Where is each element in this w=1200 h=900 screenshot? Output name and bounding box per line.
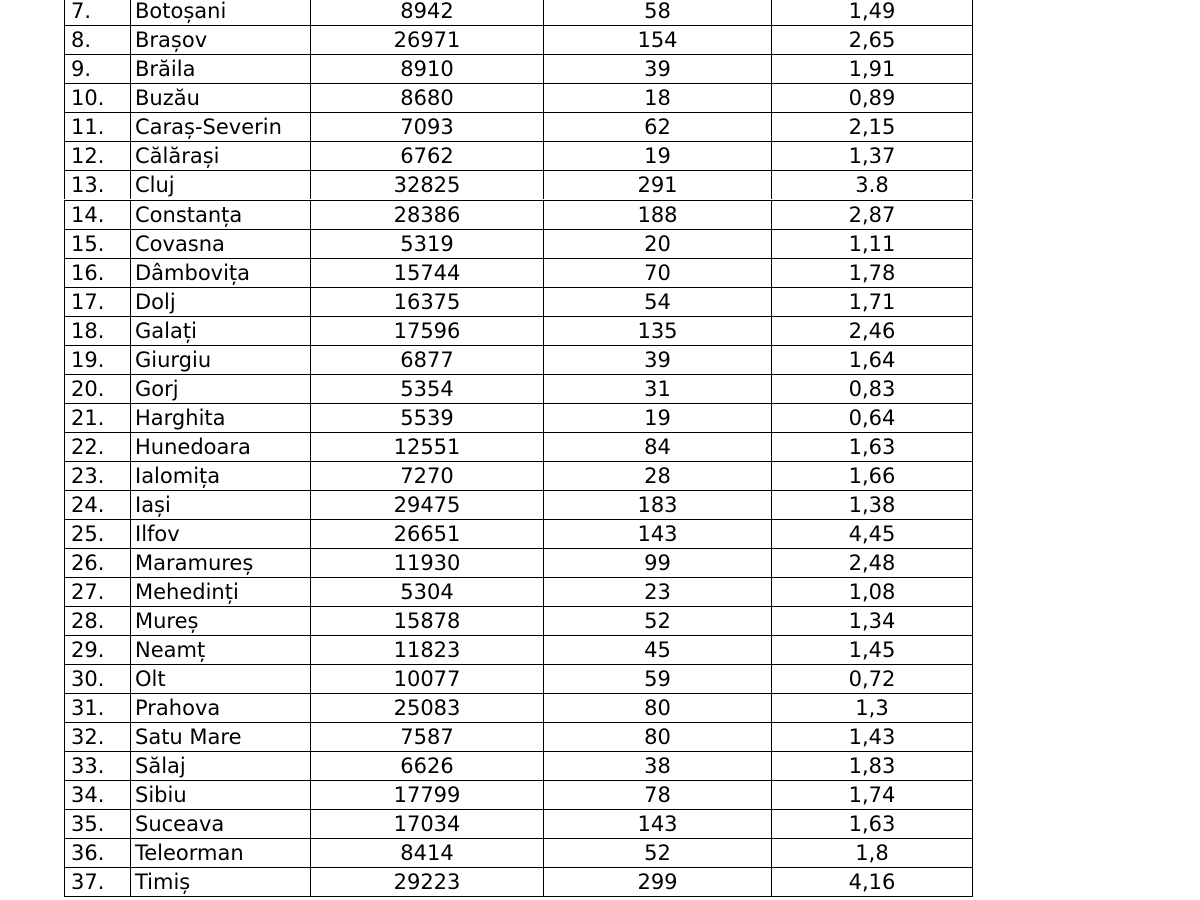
county-name: Sălaj xyxy=(131,752,311,781)
value-col-5: 4,45 xyxy=(772,520,973,549)
row-number: 35. xyxy=(65,810,131,839)
value-col-5: 0,72 xyxy=(772,665,973,694)
county-name: Teleorman xyxy=(131,839,311,868)
table-row xyxy=(65,839,973,868)
value-col-3: 17799 xyxy=(311,781,544,810)
county-name: Mureș xyxy=(131,607,311,636)
county-name: Maramureș xyxy=(131,549,311,578)
table-row xyxy=(65,84,973,113)
value-col-5: 2,87 xyxy=(772,201,973,230)
value-col-5: 2,48 xyxy=(772,549,973,578)
row-number: 10. xyxy=(65,84,131,113)
row-number: 9. xyxy=(65,55,131,84)
value-col-5: 1,45 xyxy=(772,636,973,665)
value-col-3: 7093 xyxy=(311,113,544,142)
value-col-4: 299 xyxy=(544,868,772,897)
value-col-3: 17034 xyxy=(311,810,544,839)
value-col-4: 291 xyxy=(544,171,772,200)
value-col-3: 29475 xyxy=(311,491,544,520)
county-name: Cluj xyxy=(131,171,311,200)
value-col-4: 80 xyxy=(544,723,772,752)
value-col-5: 4,16 xyxy=(772,868,973,897)
row-number: 11. xyxy=(65,113,131,142)
county-name: Caraș-Severin xyxy=(131,113,311,142)
value-col-4: 78 xyxy=(544,781,772,810)
county-name: Iași xyxy=(131,491,311,520)
value-col-5: 1,11 xyxy=(772,230,973,259)
table-row xyxy=(65,491,973,520)
table-row xyxy=(65,113,973,142)
row-number: 12. xyxy=(65,142,131,171)
value-col-5: 1,71 xyxy=(772,288,973,317)
value-col-4: 52 xyxy=(544,839,772,868)
county-name: Mehedinți xyxy=(131,578,311,607)
county-name: Timiș xyxy=(131,868,311,897)
value-col-3: 10077 xyxy=(311,665,544,694)
county-name: Constanța xyxy=(131,201,311,230)
row-number: 24. xyxy=(65,491,131,520)
value-col-4: 59 xyxy=(544,665,772,694)
row-number: 34. xyxy=(65,781,131,810)
table-row xyxy=(65,752,973,781)
table-row xyxy=(65,810,973,839)
value-col-4: 62 xyxy=(544,113,772,142)
table-row xyxy=(65,636,973,665)
value-col-5: 2,65 xyxy=(772,26,973,55)
value-col-5: 1,49 xyxy=(772,0,973,26)
value-col-5: 1,37 xyxy=(772,142,973,171)
value-col-4: 143 xyxy=(544,520,772,549)
value-col-5: 2,46 xyxy=(772,317,973,346)
county-name: Satu Mare xyxy=(131,723,311,752)
value-col-3: 26651 xyxy=(311,520,544,549)
value-col-4: 19 xyxy=(544,404,772,433)
value-col-4: 20 xyxy=(544,230,772,259)
table-row xyxy=(65,607,973,636)
county-table-bottom xyxy=(64,200,973,897)
table-row xyxy=(65,404,973,433)
value-col-5: 0,64 xyxy=(772,404,973,433)
county-name: Călărași xyxy=(131,142,311,171)
value-col-3: 5539 xyxy=(311,404,544,433)
county-name: Sibiu xyxy=(131,781,311,810)
county-name: Covasna xyxy=(131,230,311,259)
county-name: Brăila xyxy=(131,55,311,84)
county-name: Harghita xyxy=(131,404,311,433)
value-col-5: 1,63 xyxy=(772,810,973,839)
table-row xyxy=(65,868,973,897)
value-col-3: 15744 xyxy=(311,259,544,288)
value-col-5: 1,83 xyxy=(772,752,973,781)
value-col-4: 143 xyxy=(544,810,772,839)
county-table-top xyxy=(64,0,973,199)
value-col-3: 17596 xyxy=(311,317,544,346)
row-number: 36. xyxy=(65,839,131,868)
table-row xyxy=(65,723,973,752)
table-row xyxy=(65,230,973,259)
county-name: Giurgiu xyxy=(131,346,311,375)
county-name: Buzău xyxy=(131,84,311,113)
value-col-5: 1,63 xyxy=(772,433,973,462)
row-number: 22. xyxy=(65,433,131,462)
value-col-4: 154 xyxy=(544,26,772,55)
table-row xyxy=(65,462,973,491)
county-name: Ilfov xyxy=(131,520,311,549)
value-col-4: 38 xyxy=(544,752,772,781)
row-number: 27. xyxy=(65,578,131,607)
value-col-3: 5354 xyxy=(311,375,544,404)
value-col-4: 84 xyxy=(544,433,772,462)
county-name: Ialomița xyxy=(131,462,311,491)
value-col-5: 1,34 xyxy=(772,607,973,636)
value-col-4: 18 xyxy=(544,84,772,113)
table-row xyxy=(65,781,973,810)
value-col-5: 0,83 xyxy=(772,375,973,404)
value-col-5: 0,89 xyxy=(772,84,973,113)
row-number: 25. xyxy=(65,520,131,549)
table-row xyxy=(65,549,973,578)
value-col-5: 1,8 xyxy=(772,839,973,868)
value-col-4: 28 xyxy=(544,462,772,491)
value-col-4: 39 xyxy=(544,346,772,375)
value-col-3: 5319 xyxy=(311,230,544,259)
table-row xyxy=(65,142,973,171)
value-col-5: 1,74 xyxy=(772,781,973,810)
county-name: Gorj xyxy=(131,375,311,404)
table-row xyxy=(65,171,973,200)
county-name: Dolj xyxy=(131,288,311,317)
value-col-5: 1,64 xyxy=(772,346,973,375)
row-number: 31. xyxy=(65,694,131,723)
value-col-3: 8680 xyxy=(311,84,544,113)
county-name: Neamț xyxy=(131,636,311,665)
row-number: 14. xyxy=(65,201,131,230)
row-number: 19. xyxy=(65,346,131,375)
value-col-4: 188 xyxy=(544,201,772,230)
row-number: 33. xyxy=(65,752,131,781)
value-col-3: 16375 xyxy=(311,288,544,317)
county-name: Hunedoara xyxy=(131,433,311,462)
value-col-3: 26971 xyxy=(311,26,544,55)
value-col-4: 99 xyxy=(544,549,772,578)
county-name: Olt xyxy=(131,665,311,694)
value-col-3: 6762 xyxy=(311,142,544,171)
row-number: 23. xyxy=(65,462,131,491)
value-col-5: 3.8 xyxy=(772,171,973,200)
table-row xyxy=(65,26,973,55)
row-number: 17. xyxy=(65,288,131,317)
county-name: Suceava xyxy=(131,810,311,839)
row-number: 8. xyxy=(65,26,131,55)
county-name: Botoșani xyxy=(131,0,311,26)
table-body xyxy=(65,201,973,897)
table-row xyxy=(65,288,973,317)
row-number: 32. xyxy=(65,723,131,752)
table-body xyxy=(65,0,973,199)
value-col-5: 2,15 xyxy=(772,113,973,142)
row-number: 29. xyxy=(65,636,131,665)
table-row xyxy=(65,375,973,404)
value-col-4: 45 xyxy=(544,636,772,665)
value-col-3: 32825 xyxy=(311,171,544,200)
row-number: 37. xyxy=(65,868,131,897)
value-col-3: 8910 xyxy=(311,55,544,84)
row-number: 20. xyxy=(65,375,131,404)
value-col-5: 1,38 xyxy=(772,491,973,520)
value-col-3: 7587 xyxy=(311,723,544,752)
value-col-4: 80 xyxy=(544,694,772,723)
table-row xyxy=(65,665,973,694)
value-col-3: 11823 xyxy=(311,636,544,665)
value-col-5: 1,91 xyxy=(772,55,973,84)
value-col-3: 6626 xyxy=(311,752,544,781)
row-number: 15. xyxy=(65,230,131,259)
value-col-3: 11930 xyxy=(311,549,544,578)
value-col-3: 8414 xyxy=(311,839,544,868)
value-col-5: 1,78 xyxy=(772,259,973,288)
row-number: 16. xyxy=(65,259,131,288)
row-number: 30. xyxy=(65,665,131,694)
table-row xyxy=(65,201,973,230)
value-col-4: 39 xyxy=(544,55,772,84)
table-row xyxy=(65,694,973,723)
row-number: 18. xyxy=(65,317,131,346)
row-number: 21. xyxy=(65,404,131,433)
row-number: 26. xyxy=(65,549,131,578)
county-name: Dâmbovița xyxy=(131,259,311,288)
table-row xyxy=(65,578,973,607)
county-name: Brașov xyxy=(131,26,311,55)
value-col-4: 135 xyxy=(544,317,772,346)
table-row xyxy=(65,317,973,346)
county-name: Galați xyxy=(131,317,311,346)
row-number: 7. xyxy=(65,0,131,26)
value-col-4: 70 xyxy=(544,259,772,288)
value-col-4: 52 xyxy=(544,607,772,636)
value-col-4: 58 xyxy=(544,0,772,26)
county-name: Prahova xyxy=(131,694,311,723)
value-col-3: 12551 xyxy=(311,433,544,462)
row-number: 28. xyxy=(65,607,131,636)
value-col-4: 54 xyxy=(544,288,772,317)
value-col-3: 5304 xyxy=(311,578,544,607)
value-col-4: 19 xyxy=(544,142,772,171)
value-col-3: 7270 xyxy=(311,462,544,491)
table-row xyxy=(65,259,973,288)
table-row xyxy=(65,433,973,462)
table-row xyxy=(65,55,973,84)
table-row xyxy=(65,0,973,26)
value-col-3: 8942 xyxy=(311,0,544,26)
value-col-4: 183 xyxy=(544,491,772,520)
table-row xyxy=(65,520,973,549)
value-col-5: 1,3 xyxy=(772,694,973,723)
value-col-3: 28386 xyxy=(311,201,544,230)
value-col-3: 15878 xyxy=(311,607,544,636)
value-col-5: 1,66 xyxy=(772,462,973,491)
value-col-5: 1,43 xyxy=(772,723,973,752)
row-number: 13. xyxy=(65,171,131,200)
value-col-3: 25083 xyxy=(311,694,544,723)
value-col-3: 6877 xyxy=(311,346,544,375)
value-col-3: 29223 xyxy=(311,868,544,897)
table-row xyxy=(65,346,973,375)
value-col-4: 31 xyxy=(544,375,772,404)
value-col-5: 1,08 xyxy=(772,578,973,607)
value-col-4: 23 xyxy=(544,578,772,607)
